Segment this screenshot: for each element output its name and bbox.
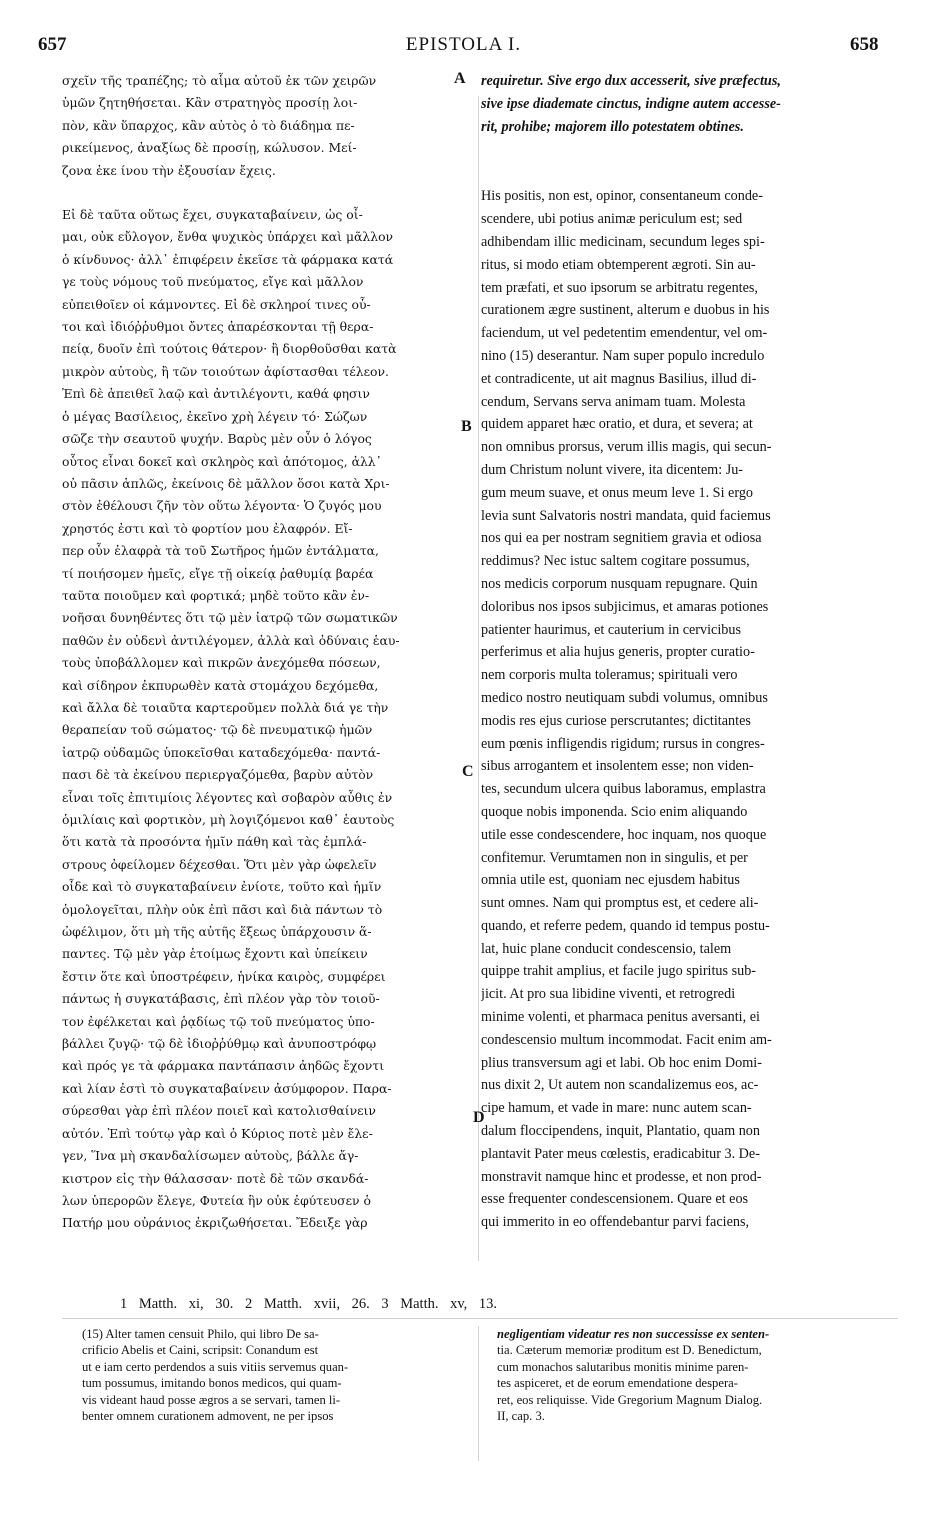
greek-line: βάλλει ζυγῷ· τῷ δὲ ἰδιοῤῥύθμῳ καὶ ἀνυποστρόφῳ (62, 1036, 377, 1052)
paragraph-gap (62, 182, 476, 204)
latin-line: esse frequenter condescensionem. Quare et eos (481, 1191, 749, 1208)
greek-line: λων ὑπερορῶν ἔλεγε, Φυτεία ἣν οὐκ ἐφύτευσεν ὁ (62, 1192, 371, 1208)
greek-line: τοὺς ὑποβάλλομεν καὶ πικρῶν ἀνεχόμεθα πόσεων, (62, 655, 381, 671)
greek-line: ζονα ἐκε ίνου τὴν ἐξουσίαν ἔχεις. (62, 162, 276, 178)
greek-line: ὁ κίνδυνος· ἀλλ᾽ ἐπιφέρειν ἐκεῖσε τὰ φάρμακα κατά (62, 251, 394, 267)
latin-line: confitemur. Verumtamen non in singulis, et per (481, 849, 748, 866)
latin-line: modis res ejus curiose perscrutantes; dictitantes (481, 712, 751, 729)
latin-line: curationem ægre sustinent, alterum e duobus in his (481, 302, 770, 319)
latin-line: plius transversum agi et labi. Ob hoc enim Domi- (481, 1054, 762, 1071)
greek-line: σχεῖν τῆς τραπέζης; τὸ αἷμα αὐτοῦ ἐκ τῶν χειρῶν (62, 73, 377, 88)
note-line: crificio Abelis et Caini, scripsit: Conandum est (82, 1343, 319, 1358)
greek-line: τί ποιήσομεν ἡμεῖς, εἴγε τῇ οἰκείᾳ ῥαθυμίᾳ βαρέα (62, 565, 374, 581)
latin-text-column (481, 70, 899, 1234)
note-line: cum monachos salutaribus monitis minime paren- (497, 1359, 749, 1374)
latin-line: reddimus? Nec istuc saltem cogitare possumus, (481, 553, 750, 570)
latin-line: faciendum, ut vel pedetentim emendentur, vel om- (481, 325, 768, 342)
greek-line: εὐπειθοῖεν οἱ κάμνοντες. Εἰ δὲ σκληροί τινες οὗ- (62, 296, 371, 312)
latin-line: eum pœnis infligendis rigidum; rursus in congres- (481, 735, 765, 752)
greek-line: ὑμῶν ζητηθήσεται. Κἂν στρατηγὸς προσίῃ λοι- (62, 95, 358, 111)
greek-line: καὶ σίδηρον ἐκπυρωθὲν κατὰ στομάχου δεχόμεθα, (62, 677, 379, 693)
greek-line: καὶ λίαν ἐστὶ τὸ συγκαταβαίνειν ἀσύμφορον. Παρα- (62, 1080, 392, 1096)
greek-line: πείᾳ, δυοῖν ἐπὶ τούτοις θάτερον· ἢ διορθοῦσθαι κατὰ (62, 341, 397, 357)
latin-line: plantavit Pater meus cœlestis, eradicabitur 3. De- (481, 1145, 760, 1162)
latin-line: lat, huic plane conducit condescensio, talem (481, 940, 732, 957)
greek-line: ταῦτα ποιοῦμεν καὶ φορτικά; μηδὲ τοῦτο κἂν ἐν- (62, 587, 370, 603)
greek-line: παντες. Τῷ μὲν γὰρ ἑτοίμως ἔχοντι καὶ ὑπείκειν (62, 946, 368, 962)
latin-line: nem corporis multa toleramus; spirituali vero (481, 667, 738, 684)
greek-line: σύρεσθαι γὰρ ἐπὶ πλέον ποιεῖ καὶ κατολισθαίνειν (62, 1103, 376, 1119)
greek-line: ἔστιν ὅτε καὶ ὑποστρέφειν, ἡνίκα καιρὸς, συμφέρει (62, 968, 386, 984)
paragraph-gap (481, 138, 899, 185)
greek-line: τον ἐφέλκεται καὶ ῥᾳδίως τῷ τοῦ πνεύματος ὑπο- (62, 1013, 375, 1029)
greek-line: καὶ πρός γε τὰ φάρμακα παντάπασιν ἀηδῶς ἔχοντι (62, 1058, 385, 1074)
greek-line: θεραπείαν τοῦ σώματος· τῷ δὲ πνευματικῷ ἡμῶν (62, 722, 373, 738)
margin-marker-c: C (462, 763, 474, 780)
column-divider (478, 96, 479, 1261)
latin-line: sive ipse diademate cinctus, indigne autem accesse- (481, 95, 781, 112)
greek-line: ἰατρῷ οὐδαμῶς ὑποκεῖσθαι καταδεχόμεθα· παντά- (62, 744, 381, 760)
latin-line: quidem apparet hæc oratio, et dura, et severa; at (481, 416, 753, 433)
greek-line: μαι, οὐκ εὔλογον, ἔνθα ψυχικὸς ὑπάρχει καὶ μᾶλλον (62, 229, 394, 245)
greek-line: γεν, Ἵνα μὴ σκανδαλίσωμεν αὐτοὺς, βάλλε ἄγ- (62, 1148, 359, 1164)
page-header (0, 0, 927, 70)
latin-line: perferimus et alia hujus generis, propter curatio- (481, 644, 755, 661)
greek-line: οὗτος εἶναι δοκεῖ καὶ σκληρὸς καὶ ἀπότομος, ἀλλ᾽ (62, 453, 382, 469)
latin-line: condescensio multum incommodat. Facit enim am- (481, 1031, 772, 1048)
latin-line: levia sunt Salvatoris nostri mandata, quid faciemus (481, 507, 771, 524)
latin-line: sunt omnes. Nam qui promptus est, et cedere ali- (481, 895, 759, 912)
greek-line: πὸν, κἂν ὕπαρχος, κἂν αὐτὸς ὁ τὸ διάδημα πε- (62, 117, 355, 133)
latin-line: cendum, Servans serva animam tuam. Molesta (481, 393, 746, 410)
greek-line: στρους ὀφείλομεν δέχεσθαι. Ὅτι μὲν γὰρ ὠφελεῖν (62, 856, 377, 872)
greek-line: Ἐπὶ δὲ ἀπειθεῖ λαῷ καὶ ἀντιλέγοντι, καθά φησιν (62, 386, 370, 402)
latin-line: sibus arrogantem et insolentem esse; non viden- (481, 758, 754, 775)
latin-line: patienter haurimus, et cauterium in cervicibus (481, 621, 742, 638)
latin-line: quippe trahit amplius, et facile jugo spiritus sub- (481, 963, 757, 980)
greek-line: χρηστός ἐστι καὶ τὸ φορτίον μου ἐλαφρόν. Εἴ- (62, 520, 353, 536)
latin-line: tem præfati, et suo ipsorum se arbitratu regentes, (481, 279, 758, 296)
greek-line: ὁ μέγας Βασίλειος, ἐκεῖνο χρὴ λέγειν τό· Σώζων (62, 408, 368, 424)
greek-line: ὠφέλιμον, ὅτι μὴ τῆς αὐτῆς ἕξεως ὑπάρχουσιν ἅ- (62, 924, 372, 940)
note-line: ut e iam certo perdendos a suis vitiis servemus quan- (82, 1359, 349, 1374)
latin-line: requiretur. Sive ergo dux accesserit, sive præfectus, (481, 73, 781, 89)
note-line: tia. Cæterum memoriæ proditum est D. Benedictum, (497, 1343, 762, 1358)
greek-line: ὁμιλίαις καὶ φορτικὸν, μὴ λογιζόμενοι καθ᾽ ἑαυτοὺς (62, 812, 395, 827)
page-number-left: 657 (38, 34, 67, 55)
greek-line: Πατήρ μου οὐράνιος ἐκριζωθήσεται. Ἔδειξε γὰρ (62, 1215, 368, 1231)
latin-line: quando, et referre pedem, quando id tempus postu- (481, 917, 770, 934)
scripture-references: 1 Matth. xi, 30. 2 Matth. xvii, 26. 3 Matth. xv, 13. (120, 1296, 498, 1312)
greek-line: ὁμολογεῖται, πλὴν οὐκ ἐπὶ πᾶσι καὶ διὰ πάντων τὸ (62, 901, 383, 917)
note-line: benter omnem curationem admovent, ne per ipsos (82, 1409, 334, 1424)
latin-line: et contradicente, ut ait magnus Basilius, illud di- (481, 370, 757, 387)
greek-line: σῶζε τὴν σεαυτοῦ ψυχήν. Βαρὺς μὲν οὖν ὁ λόγος (62, 431, 372, 447)
latin-line: nino (15) deserantur. Nam super populo incredulo (481, 347, 765, 364)
greek-line: ρικείμενος, ἀναξίως δὲ προσίῃ, κώλυσον. Μεί- (62, 140, 357, 156)
note-line: (15) Alter tamen censuit Philo, qui libro De sa- (82, 1327, 319, 1341)
latin-line: nus dixit 2, Ut autem non scandalizemus eos, ac- (481, 1077, 759, 1094)
greek-line: νοῆσαι δυνηθέντες ὅτι τῷ μὲν ἰατρῷ τῶν σωματικῶν (62, 610, 398, 626)
greek-line: κιστρον εἰς τὴν θάλασσαν· ποτὲ δὲ τῶν σκανδά- (62, 1170, 369, 1186)
latin-line: jicit. At pro sua libidine viventi, et retrogredi (481, 986, 736, 1003)
latin-line: rit, prohibe; majorem illo potestatem obtines. (481, 118, 744, 135)
latin-line: His positis, non est, opinor, consentaneum conde- (481, 188, 763, 205)
note-line: vis videant haud posse ægros a se servari, tamen li- (82, 1392, 341, 1407)
latin-line: dalum floccipendens, inquit, Plantatio, quam non (481, 1123, 760, 1140)
greek-line: οὐ πᾶσιν ἁπλῶς, ἐκείνοις δὲ μᾶλλον ὅσοι κατὰ Χρι- (62, 475, 390, 491)
latin-line: cipe hamum, et vade in mare: nunc autem scan- (481, 1100, 752, 1117)
latin-line: tes, secundum ulcera quibus laboramus, emplastra (481, 781, 766, 798)
greek-line: γε τοὺς νόμους τοῦ πνεύματος, εἴγε καὶ μᾶλλον (62, 274, 364, 290)
note-line: II, cap. 3. (497, 1409, 545, 1424)
greek-line: πασι δὲ τὰ ἐκείνου περιεργαζόμεθα, βαρὺν αὐτὸν (62, 767, 374, 783)
greek-line: Εἰ δὲ ταῦτα οὕτως ἔχει, συγκαταβαίνειν, ὡς οἶ- (62, 207, 363, 223)
footnote-rule (62, 1318, 898, 1319)
latin-line: minime volenti, et pharmaca penitus aversanti, ei (481, 1009, 760, 1026)
note-line: tes aspiceret, et de eorum emendatione despera- (497, 1376, 738, 1391)
greek-line: αὐτόν. Ἐπὶ τούτῳ γὰρ καὶ ὁ Κύριος ποτὲ μὲν ἔλε- (62, 1125, 373, 1141)
greek-line: περ οὖν ἐλαφρὰ τὰ τοῦ Σωτῆρος ἡμῶν ἐντάλματα, (62, 543, 379, 559)
greek-line: μικρὸν αὐτοὺς, ἢ τῶν τοιούτων ἀφίστασθαι τέλεον. (62, 363, 389, 379)
latin-line: scendere, ubi potius animæ periculum est; sed (481, 211, 743, 228)
note-line: tum possumus, imitando bonos medicos, qui quam- (82, 1376, 342, 1391)
editorial-note-right (497, 1326, 899, 1424)
latin-line: non omnibus prorsus, verum illis magis, qui secun- (481, 439, 772, 456)
page-number-right: 658 (850, 34, 879, 55)
greek-line: τοι καὶ ἰδιόῤῥυθμοι ὄντες ἀπαρέσκονται τῇ θερα- (62, 319, 374, 335)
latin-line: ritus, si modo etiam obtemperent ægroti. Sin au- (481, 256, 756, 273)
note-line: ret, eos reliquisse. Vide Gregorium Magnum Dialog. (497, 1392, 763, 1407)
latin-line: nos qui ea per nostram segnitiem gravia et odiosa (481, 530, 762, 547)
notes-divider (478, 1326, 479, 1461)
greek-text-column (62, 70, 476, 1235)
greek-line: πάντως ἡ συγκατάβασις, ἐπὶ πλέον γὰρ τὸν τοιοῦ- (62, 991, 380, 1007)
greek-line: εἶναι τοῖς ἐπιτιμίοις λέγοντες καὶ σοβαρὸν αὖθις ἐν (62, 789, 393, 805)
latin-line: dum Christum nolunt vivere, ita dicentem: Ju- (481, 461, 744, 478)
greek-line: καὶ ἄλλα δὲ τοιαῦτα καρτεροῦμεν πολλὰ διά γε τὴν (62, 699, 389, 715)
latin-line: adhibendam illic medicinam, secundum leges spi- (481, 233, 765, 250)
latin-line: gum meum suave, et onus meum leve 1. Si ergo (481, 484, 754, 501)
latin-line: quoque nobis imponenda. Scio enim aliquando (481, 803, 748, 820)
margin-marker-d: D (473, 1109, 485, 1126)
greek-line: στὸν ἐθέλουσι ζῆν τὸν οὕτω λέγοντα· Ὁ ζυγός μου (62, 498, 382, 514)
greek-line: ὅτι κατὰ τὰ προσόντα ἡμῖν πάθη καὶ τὰς ἐμπλά- (62, 834, 367, 850)
note-line: negligentiam videatur res non successisse ex senten- (497, 1327, 770, 1341)
latin-line: medico nostro neutiquam subdi volumus, omnibus (481, 689, 768, 706)
latin-line: monstravit namque hinc et prodesse, et non prod- (481, 1168, 762, 1185)
latin-line: nos medicis corporum nusquam repugnare. Quin (481, 575, 758, 592)
latin-line: omnia utile est, quoniam nec ejusdem habitus (481, 872, 740, 889)
latin-line: qui immerito in eo offendebantur parvi faciens, (481, 1214, 750, 1231)
margin-marker-a: A (454, 70, 466, 87)
editorial-note-left (82, 1326, 474, 1424)
margin-marker-b: B (461, 418, 472, 435)
latin-line: doloribus nos ipsos subjicimus, et amaras potiones (481, 598, 769, 615)
running-title: EPISTOLA I. (405, 34, 522, 55)
latin-line: utile esse condescendere, hoc inquam, nos quoque (481, 826, 767, 843)
greek-line: οἶδε καὶ τὸ συγκαταβαίνειν ἐνίοτε, τοῦτο καὶ ἡμῖν (62, 879, 382, 895)
greek-line: παθῶν ἐν οὐδενὶ ἀντιλέγομεν, ἀλλὰ καὶ ὀδύναις ἑαυ- (62, 632, 400, 648)
